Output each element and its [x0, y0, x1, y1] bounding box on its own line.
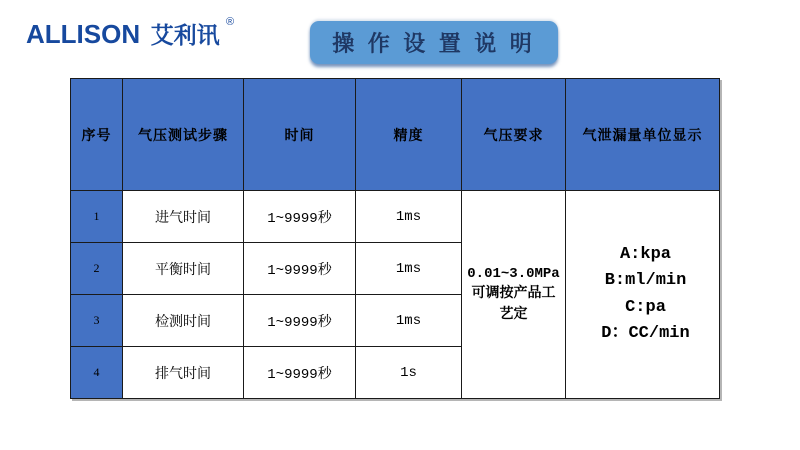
- precision-cell: 1ms: [356, 295, 462, 347]
- step-cell: 排气时间: [123, 347, 244, 399]
- step-cell: 检测时间: [123, 295, 244, 347]
- header-row: [71, 79, 720, 191]
- col-header-leak-units: 气泄漏量单位显示: [566, 79, 720, 191]
- time-cell: 1~9999秒: [244, 347, 356, 399]
- registered-trademark-icon: ®: [226, 16, 235, 28]
- leak-units-cell: A:kpa B:ml/min C:pa D：CC/min: [566, 191, 720, 399]
- serial-cell: 3: [71, 295, 123, 347]
- table-row: [71, 191, 720, 243]
- precision-cell: 1s: [356, 347, 462, 399]
- time-cell: 1~9999秒: [244, 191, 356, 243]
- col-header-serial: 序号: [71, 79, 123, 191]
- page-title: 操 作 设 置 说 明: [332, 31, 536, 56]
- step-cell: 进气时间: [123, 191, 244, 243]
- time-cell: 1~9999秒: [244, 295, 356, 347]
- time-cell: 1~9999秒: [244, 243, 356, 295]
- settings-table: [70, 78, 720, 399]
- precision-cell: 1ms: [356, 191, 462, 243]
- col-header-pressure-requirement: 气压要求: [462, 79, 566, 191]
- brand-logo: [26, 16, 234, 50]
- pressure-requirement-cell: 0.01~3.0MPa 可调按产品工 艺定: [462, 191, 566, 399]
- brand-name-cn: 艾利讯: [150, 22, 220, 48]
- serial-cell: 4: [71, 347, 123, 399]
- brand-name: ALLISON: [26, 19, 141, 49]
- col-header-time: 时间: [244, 79, 356, 191]
- col-header-test-step: 气压测试步骤: [123, 79, 244, 191]
- serial-cell: 2: [71, 243, 123, 295]
- col-header-precision: 精度: [356, 79, 462, 191]
- precision-cell: 1ms: [356, 243, 462, 295]
- step-cell: 平衡时间: [123, 243, 244, 295]
- serial-cell: 1: [71, 191, 123, 243]
- title-banner: [310, 21, 558, 64]
